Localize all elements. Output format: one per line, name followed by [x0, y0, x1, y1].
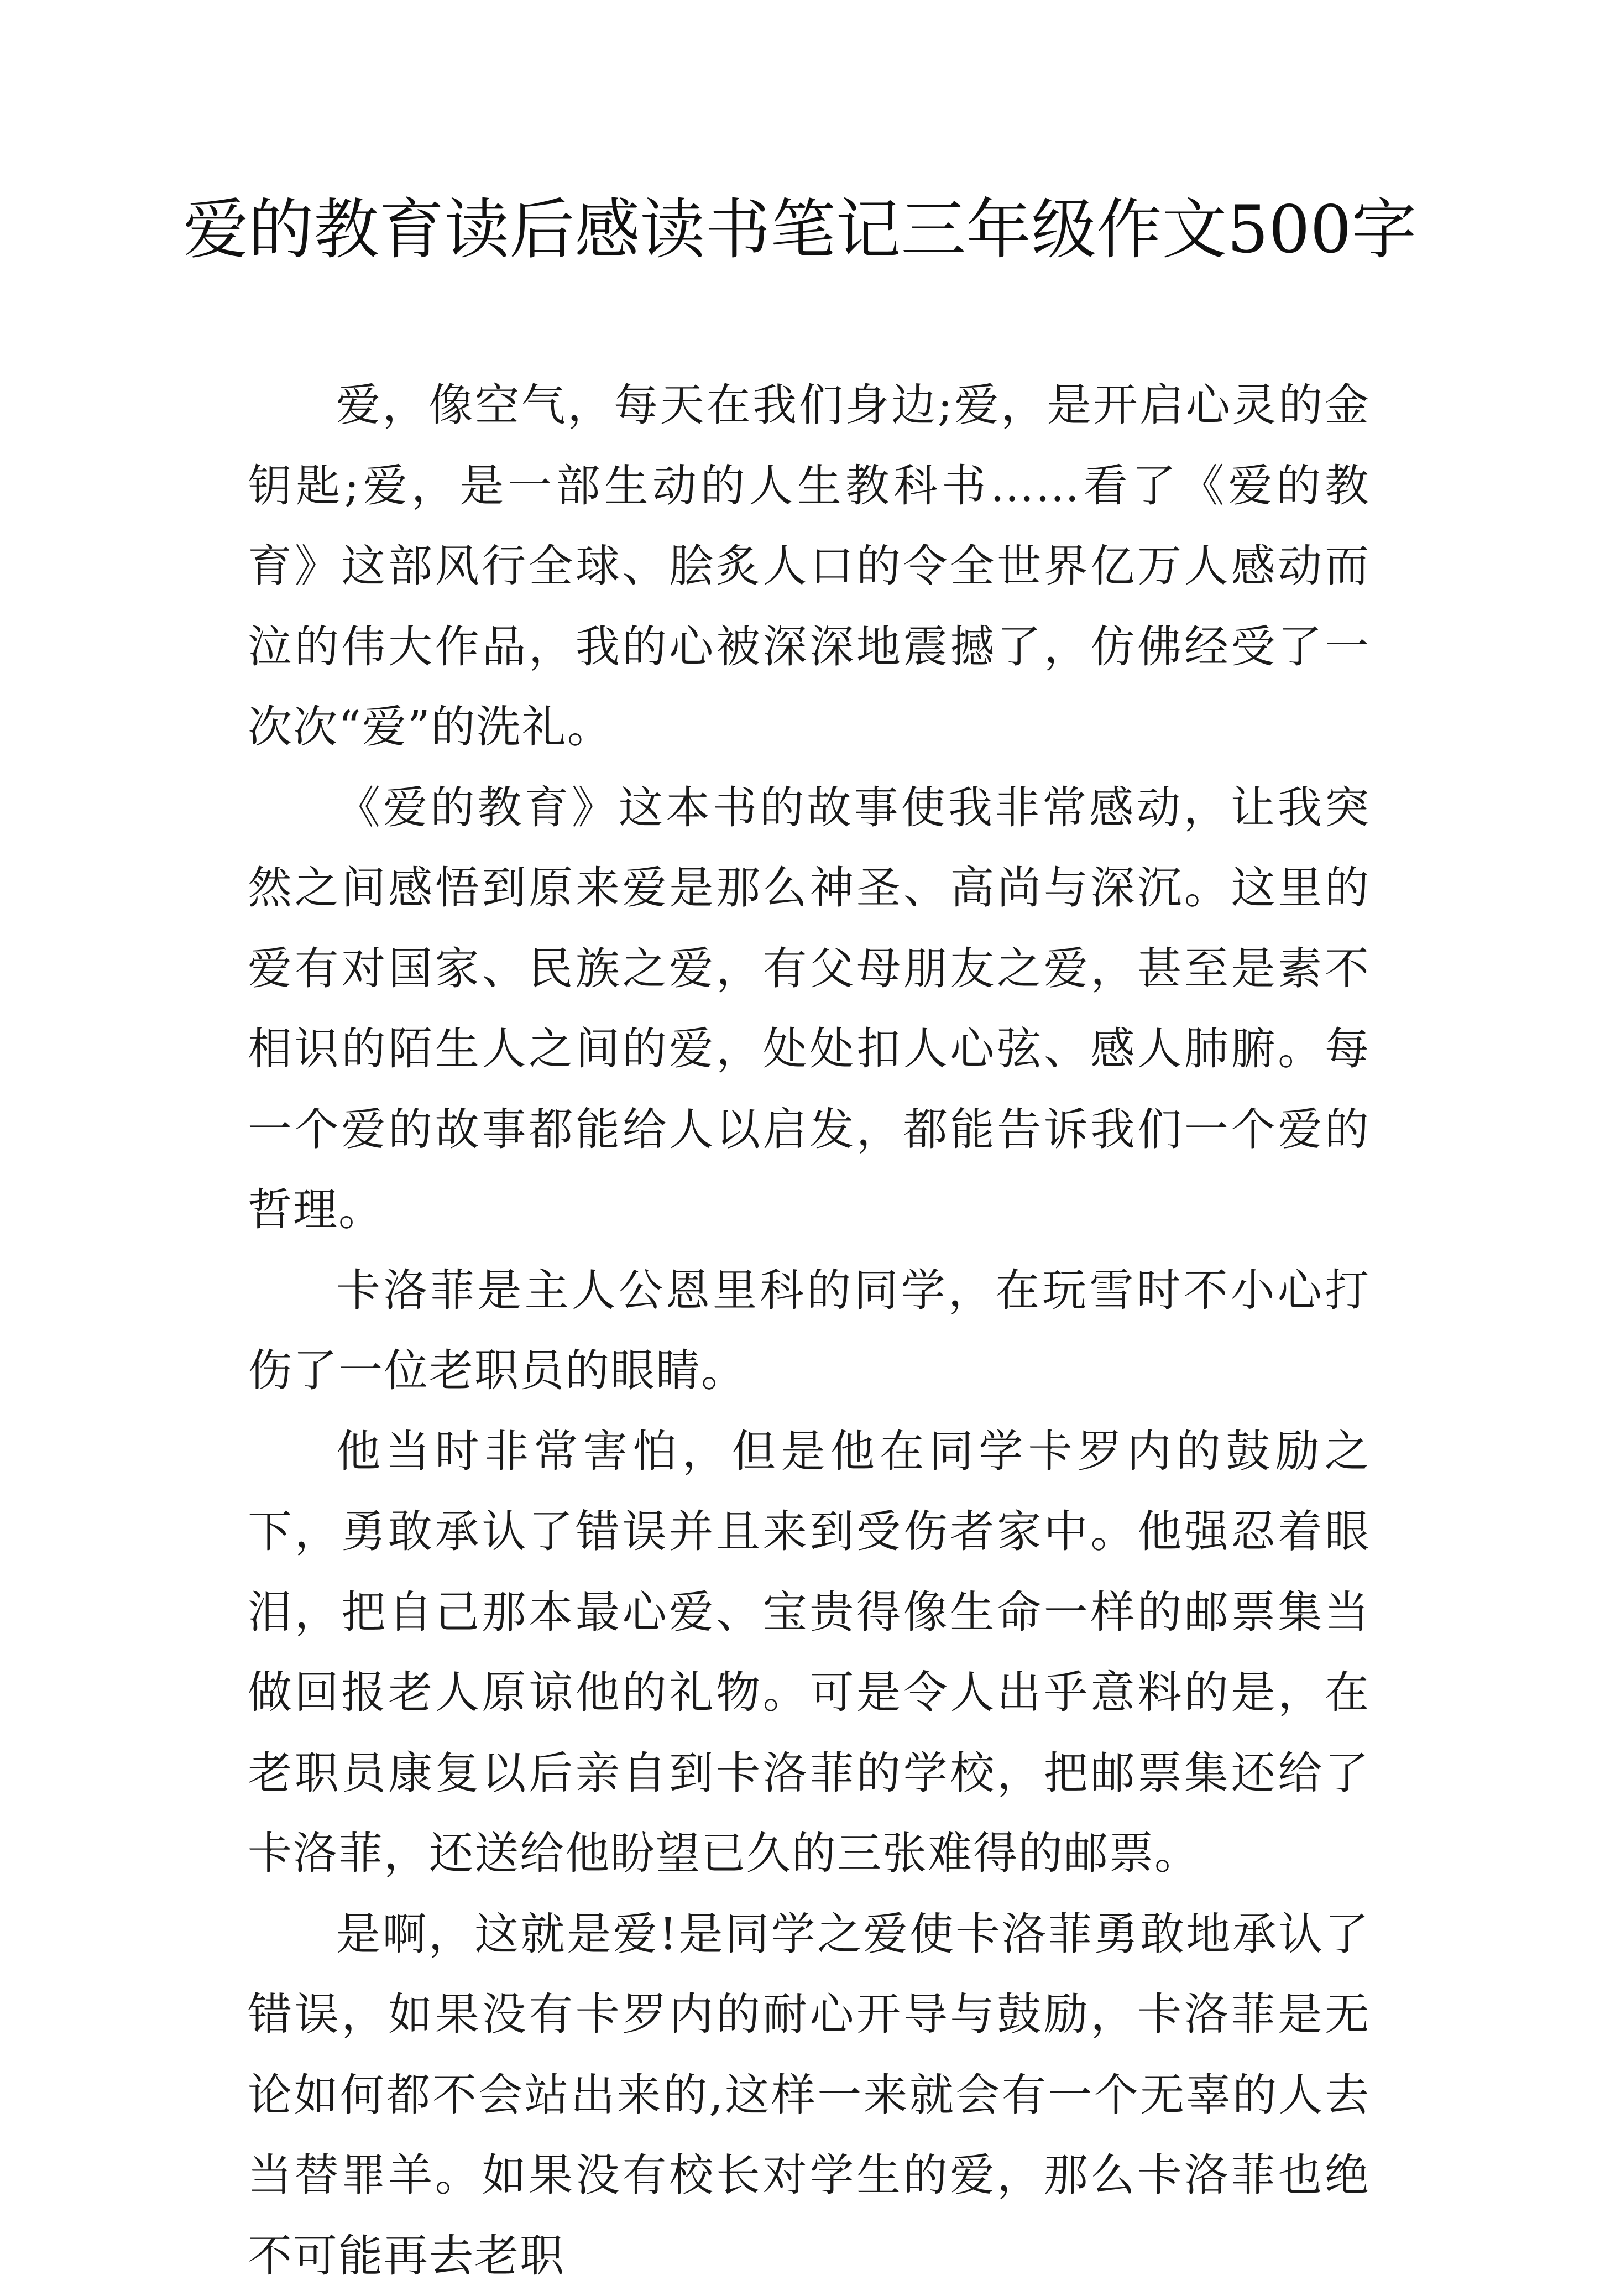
- document-body: [248, 365, 1370, 2296]
- paragraph-5: 是啊，这就是爱!是同学之爱使卡洛菲勇敢地承认了错误，如果没有卡罗内的耐心开导与鼓励，卡洛菲是无论如何都不会站出来的,这样一来就会有一个无辜的人去当替罪羊。如果没有校长对学生的爱，那么卡洛菲也绝不可能再去老职: [248, 1894, 1370, 2296]
- paragraph-1: 爱，像空气，每天在我们身边;爱，是开启心灵的金钥匙;爱，是一部生动的人生教科书……看了《爱的教育》这部风行全球、脍炙人口的令全世界亿万人感动而泣的伟大作品，我的心被深深地震撼了，仿佛经受了一次次“爱”的洗礼。: [248, 365, 1370, 768]
- paragraph-4: 他当时非常害怕，但是他在同学卡罗内的鼓励之下，勇敢承认了错误并且来到受伤者家中。他强忍着眼泪，把自己那本最心爱、宝贵得像生命一样的邮票集当做回报老人原谅他的礼物。可是令人出乎意料的是，在老职员康复以后亲自到卡洛菲的学校，把邮票集还给了卡洛菲，还送给他盼望已久的三张难得的邮票。: [248, 1411, 1370, 1894]
- paragraph-2: 《爱的教育》这本书的故事使我非常感动，让我突然之间感悟到原来爱是那么神圣、高尚与深沉。这里的爱有对国家、民族之爱，有父母朋友之爱，甚至是素不相识的陌生人之间的爱，处处扣人心弦、感人肺腑。每一个爱的故事都能给人以启发，都能告诉我们一个爱的哲理。: [248, 768, 1370, 1250]
- paragraph-3: 卡洛菲是主人公恩里科的同学，在玩雪时不小心打伤了一位老职员的眼睛。: [248, 1250, 1370, 1411]
- document-title: 爱的教育读后感读书笔记三年级作文500字: [0, 188, 1600, 271]
